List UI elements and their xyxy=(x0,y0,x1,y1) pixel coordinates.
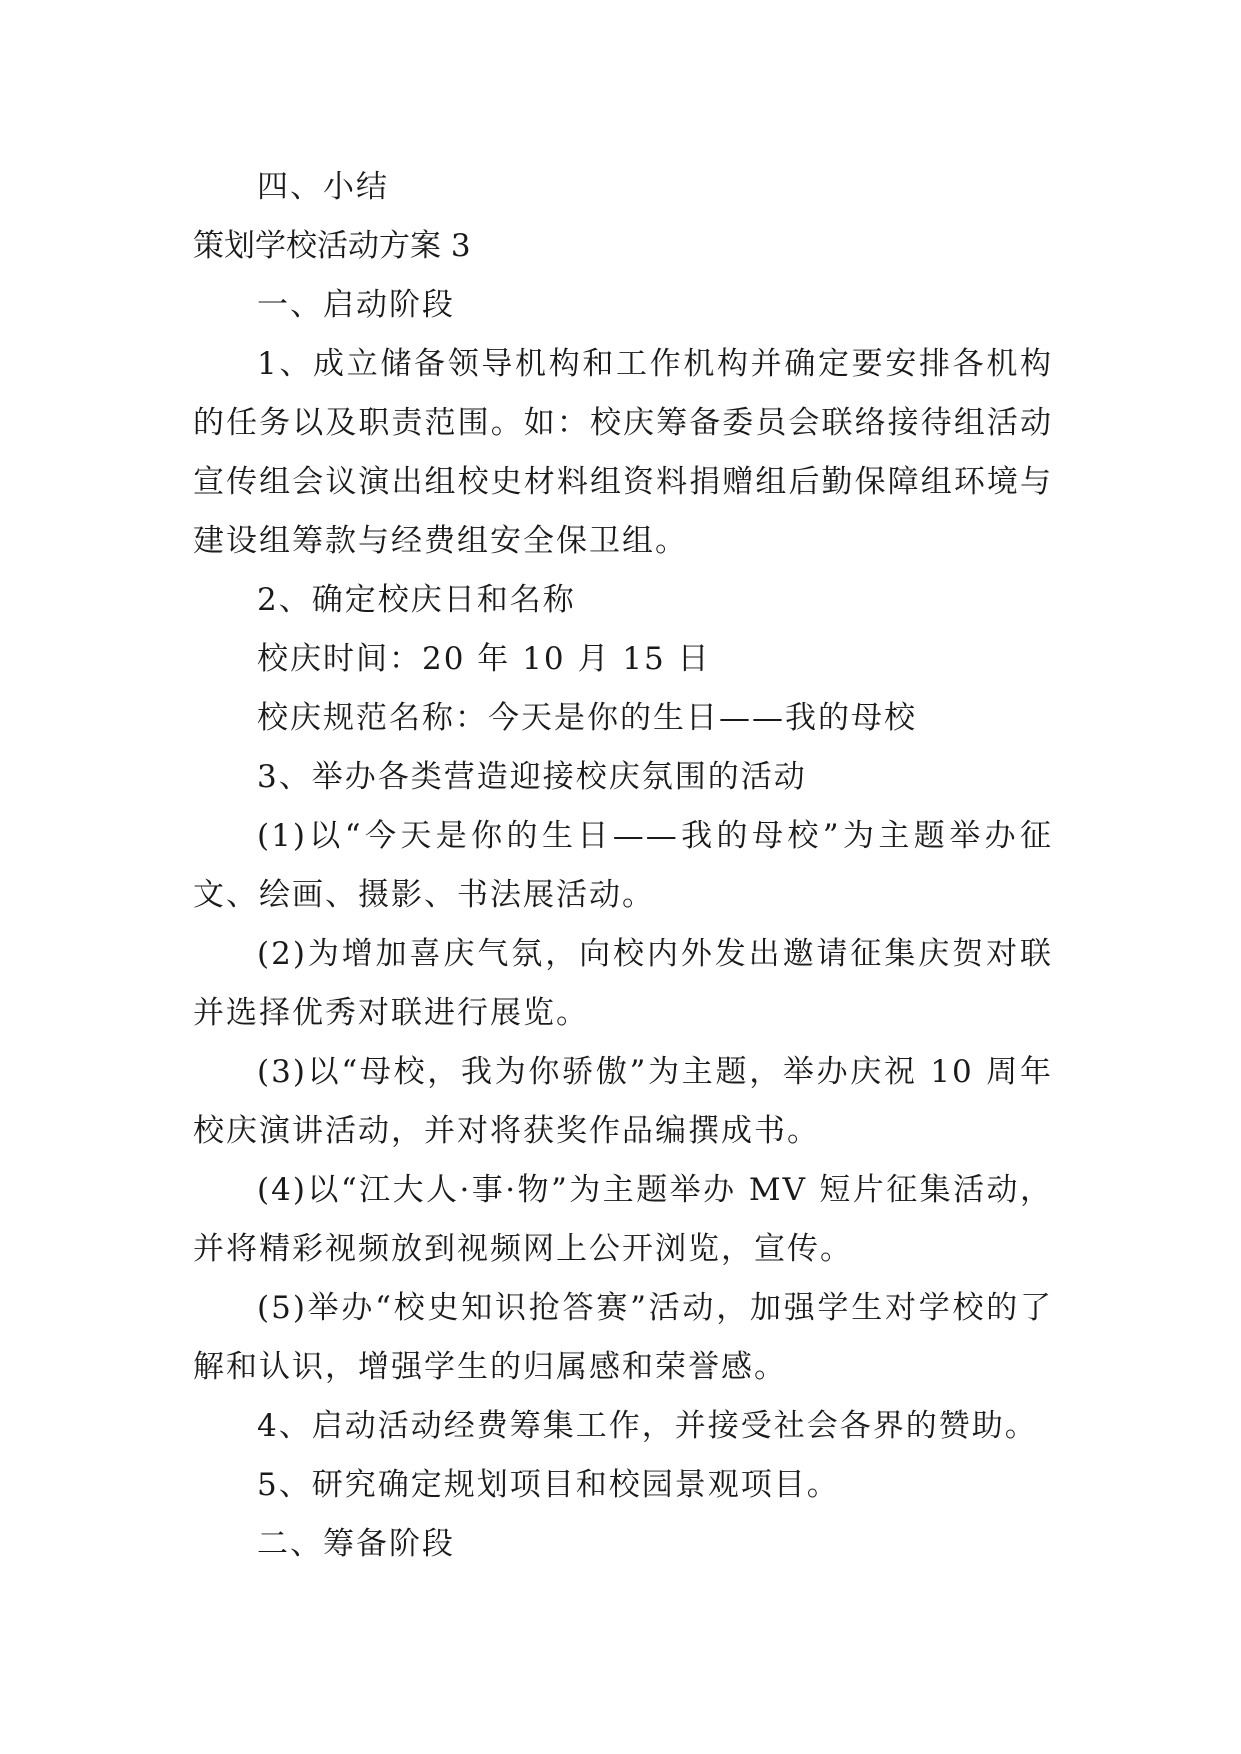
item-4-line: 4、启动活动经费筹集工作，并接受社会各界的赞助。 xyxy=(257,1408,1038,1444)
document-page xyxy=(193,158,1053,1574)
item-3-heading: 3、举办各类营造迎接校庆氛围的活动 xyxy=(257,759,807,795)
sub-item-3-paragraph: (3)以“母校，我为你骄傲”为主题，举办庆祝 10 周年校庆演讲活动，并对将获奖作品编撰成书。 xyxy=(193,1054,1053,1149)
document-title: 策划学校活动方案 3 xyxy=(193,228,471,264)
item-1-paragraph: 1、成立储备领导机构和工作机构并确定要安排各机构的任务以及职责范围。如：校庆筹备委员会联络接待组活动宣传组会议演出组校史材料组资料捐赠组后勤保障组环境与建设组筹款与经费组安全保卫组。 xyxy=(193,346,1053,559)
section-summary-heading: 四、小结 xyxy=(257,169,389,205)
sub-item-5-paragraph: (5)举办“校史知识抢答赛”活动，加强学生对学校的了解和认识，增强学生的归属感和荣誉感。 xyxy=(193,1290,1053,1385)
item-2-heading: 2、确定校庆日和名称 xyxy=(257,582,576,618)
sub-item-2-paragraph: (2)为增加喜庆气氛，向校内外发出邀请征集庆贺对联并选择优秀对联进行展览。 xyxy=(193,936,1053,1031)
sub-item-4-paragraph: (4)以“江大人·事·物”为主题举办 MV 短片征集活动，并将精彩视频放到视频网上公开浏览，宣传。 xyxy=(193,1172,1053,1267)
stage-two-heading: 二、筹备阶段 xyxy=(257,1526,455,1562)
item-5-line: 5、研究确定规划项目和校园景观项目。 xyxy=(257,1467,840,1503)
sub-item-1-paragraph: (1)以“今天是你的生日——我的母校”为主题举办征文、绘画、摄影、书法展活动。 xyxy=(193,818,1053,913)
celebration-time-line: 校庆时间：20 年 10 月 15 日 xyxy=(257,641,711,677)
stage-one-heading: 一、启动阶段 xyxy=(257,287,455,323)
celebration-name-line: 校庆规范名称：今天是你的生日——我的母校 xyxy=(257,700,917,736)
